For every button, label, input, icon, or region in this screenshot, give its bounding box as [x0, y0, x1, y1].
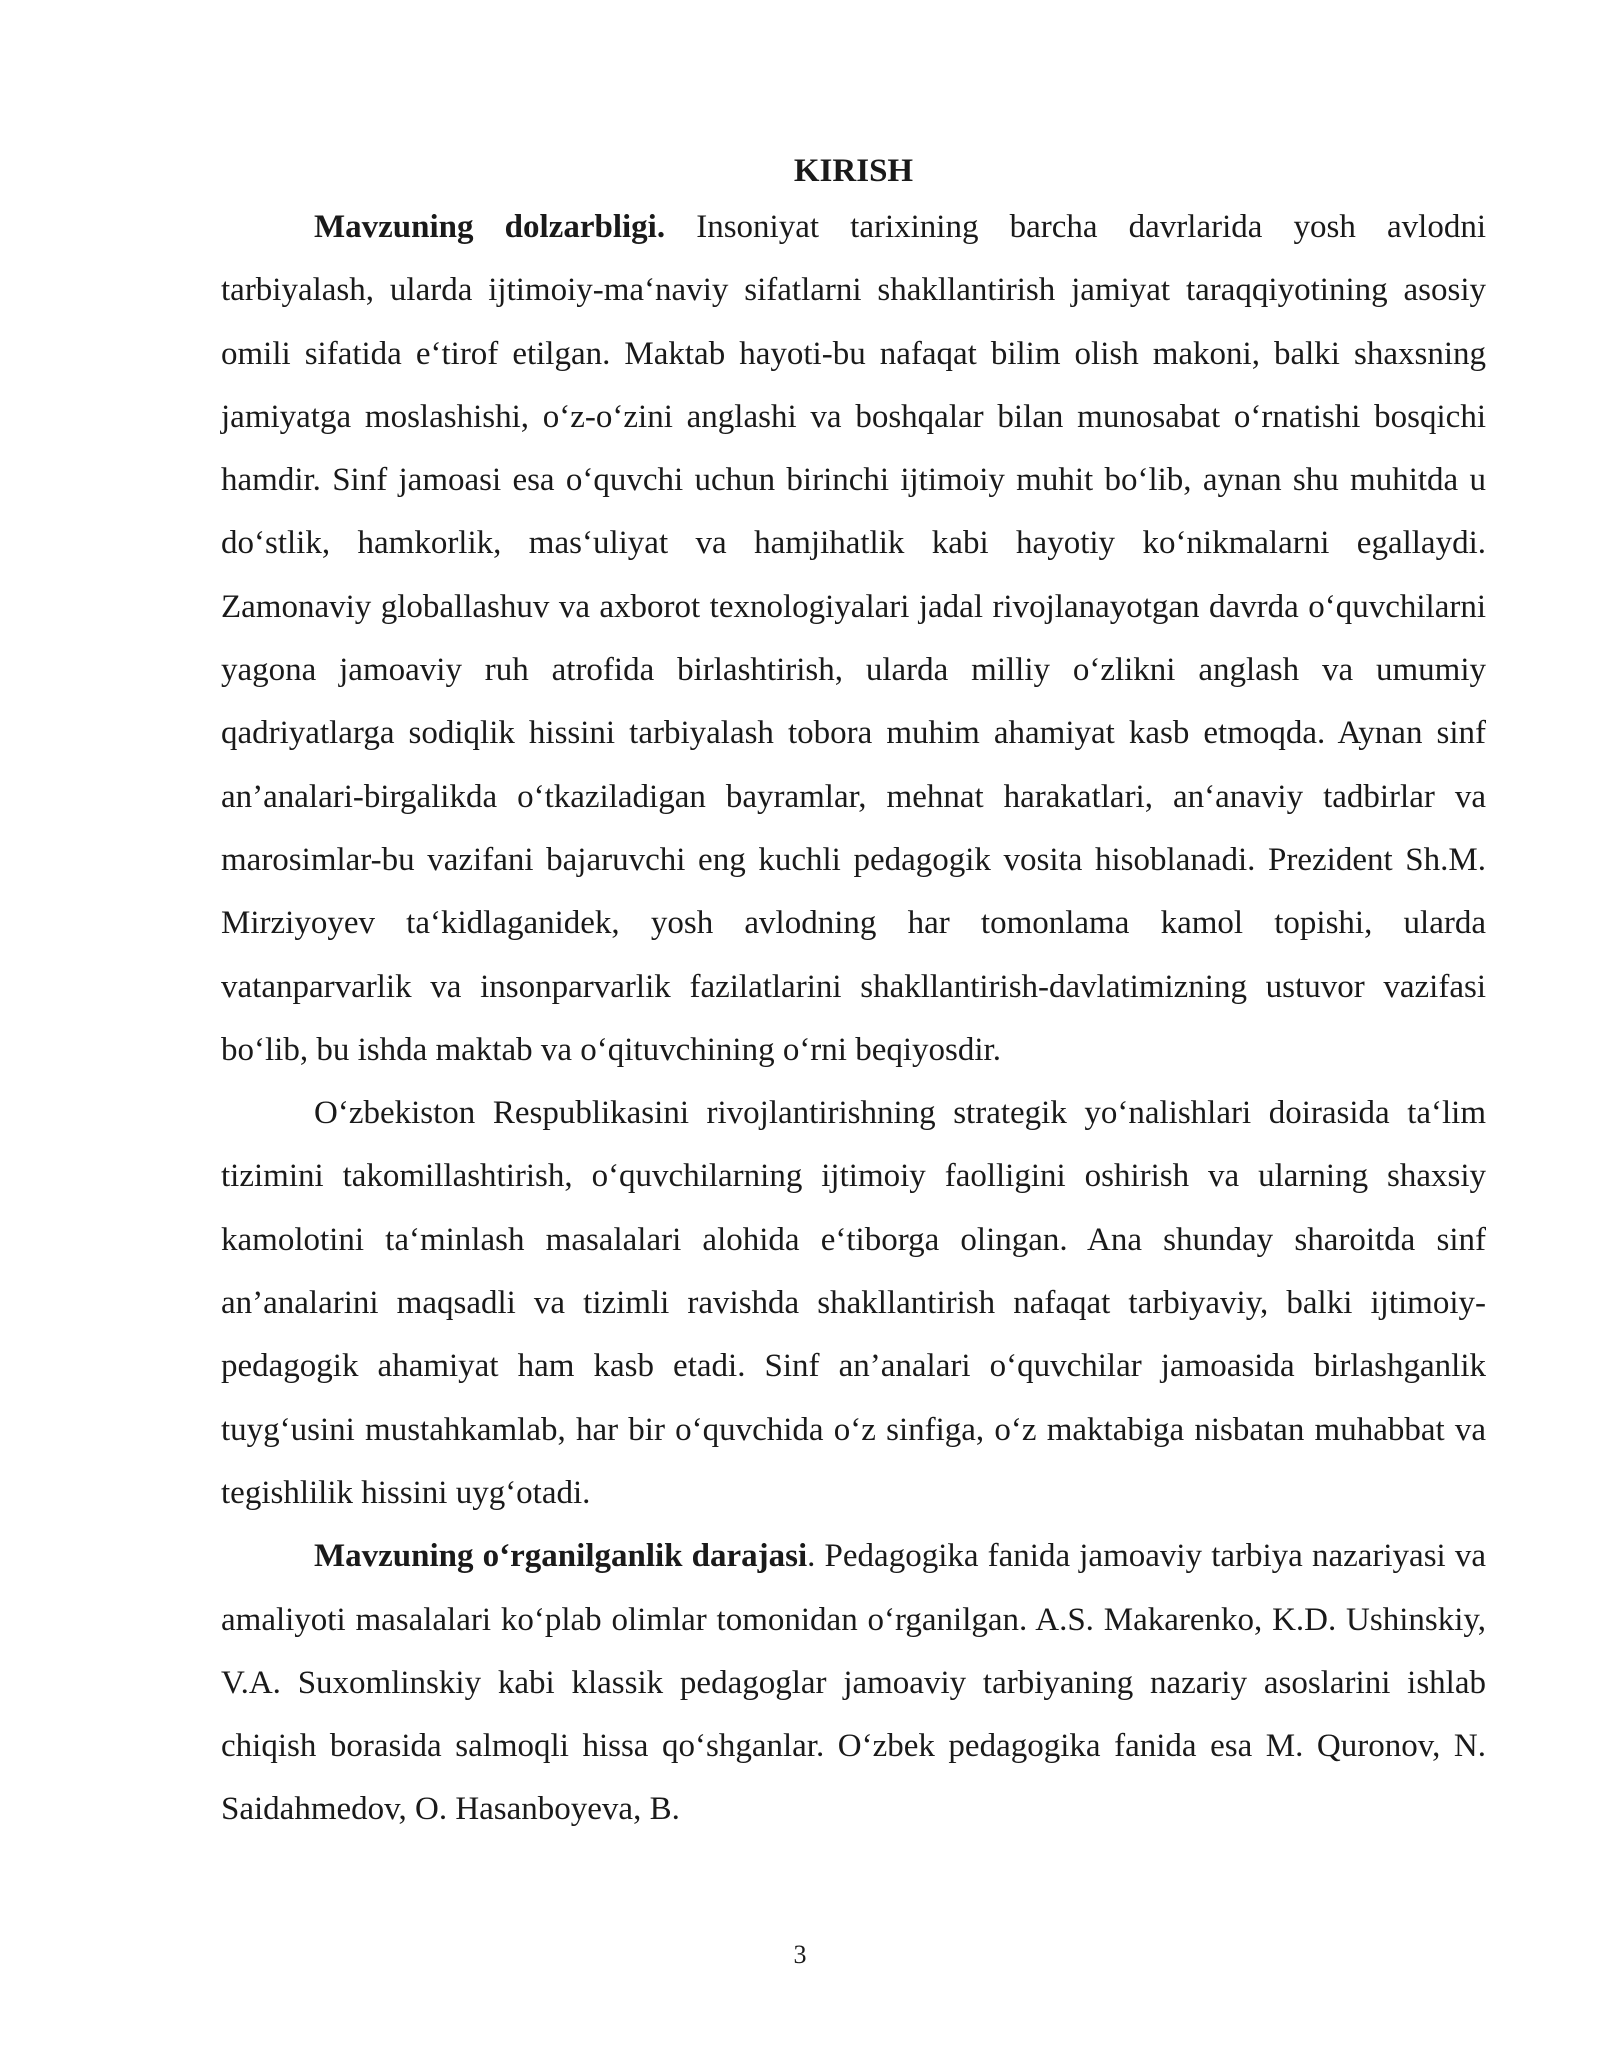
paragraph-study-level [221, 1525, 1486, 1841]
paragraph-lead: Mavzuning o‘rganilganlik darajasi [314, 1538, 808, 1575]
page-content [221, 146, 1486, 1842]
paragraph-relevance [221, 196, 1486, 1082]
page-number: 3 [793, 1940, 807, 1969]
paragraph-strategy [221, 1082, 1486, 1525]
section-heading: KIRISH [793, 153, 914, 189]
paragraph-text: O‘zbekiston Respublikasini rivojlantirishning strategik yo‘nalishlari doirasida ta‘lim tizimini takomillashtirish, o‘quvchilarning ijtimoiy faolligini oshirish va ularning shaxsiy kamolotini ta‘minlash masalalari alohida e‘tiborga olingan. Ana shunday sharoitda sinf an’analarini maqsadli va tizimli ravishda shakllantirish nafaqat tarbiyaviy, balki ijtimoiy-pedagogik ahamiyat ham kasb etadi. Sinf an’analari o‘quvchilar jamoasida birlashganlik tuyg‘usini mustahkamlab, har bir o‘quvchida o‘z sinfiga, o‘z maktabiga nisbatan muhabbat va tegishlilik hissini uyg‘otadi. [221, 1095, 1486, 1511]
paragraph-text: . Pedagogika fanida jamoaviy tarbiya nazariyasi va amaliyoti masalalari ko‘plab olimlar tomonidan o‘rganilgan. A.S. Makarenko, K.D. Ushinskiy, V.A. Suxomlinskiy kabi klassik pedagoglar jamoaviy tarbiyaning nazariy asoslarini ishlab chiqish borasida salmoqli hissa qo‘shganlar. O‘zbek pedagogika fanida esa M. Quronov, N. Saidahmedov, O. Hasanboyeva, B. [221, 1538, 1486, 1828]
paragraph-text: Insoniyat tarixining barcha davrlarida yosh avlodni tarbiyalash, ularda ijtimoiy-ma‘naviy sifatlarni shakllantirish jamiyat taraqqiyotining asosiy omili sifatida e‘tirof etilgan. Maktab hayoti-bu nafaqat bilim olish makoni, balki shaxsning jamiyatga moslashishi, o‘z-o‘zini anglashi va boshqalar bilan munosabat o‘rnatishi bosqichi hamdir. Sinf jamoasi esa o‘quvchi uchun birinchi ijtimoiy muhit bo‘lib, aynan shu muhitda u do‘stlik, hamkorlik, mas‘uliyat va hamjihatlik kabi hayotiy ko‘nikmalarni egallaydi. Zamonaviy globallashuv va axborot texnologiyalari jadal rivojlanayotgan davrda o‘quvchilarni yagona jamoaviy ruh atrofida birlashtirish, ularda milliy o‘zlikni anglash va umumiy qadriyatlarga sodiqlik hissini tarbiyalash tobora muhim ahamiyat kasb etmoqda. Aynan sinf an’analari-birgalikda o‘tkaziladigan bayramlar, mehnat harakatlari, an‘anaviy tadbirlar va marosimlar-bu vazifani bajaruvchi eng kuchli pedagogik vosita hisoblanadi. Prezident Sh.M. Mirziyoyev ta‘kidlaganidek, yosh avlodning har tomonlama kamol topishi, ularda vatanparvarlik va insonparvarlik fazilatlarini shakllantirish-davlatimizning ustuvor vazifasi bo‘lib, bu ishda maktab va o‘qituvchining o‘rni beqiyosdir. [221, 209, 1486, 1068]
paragraph-lead: Mavzuning dolzarbligi. [314, 209, 666, 245]
